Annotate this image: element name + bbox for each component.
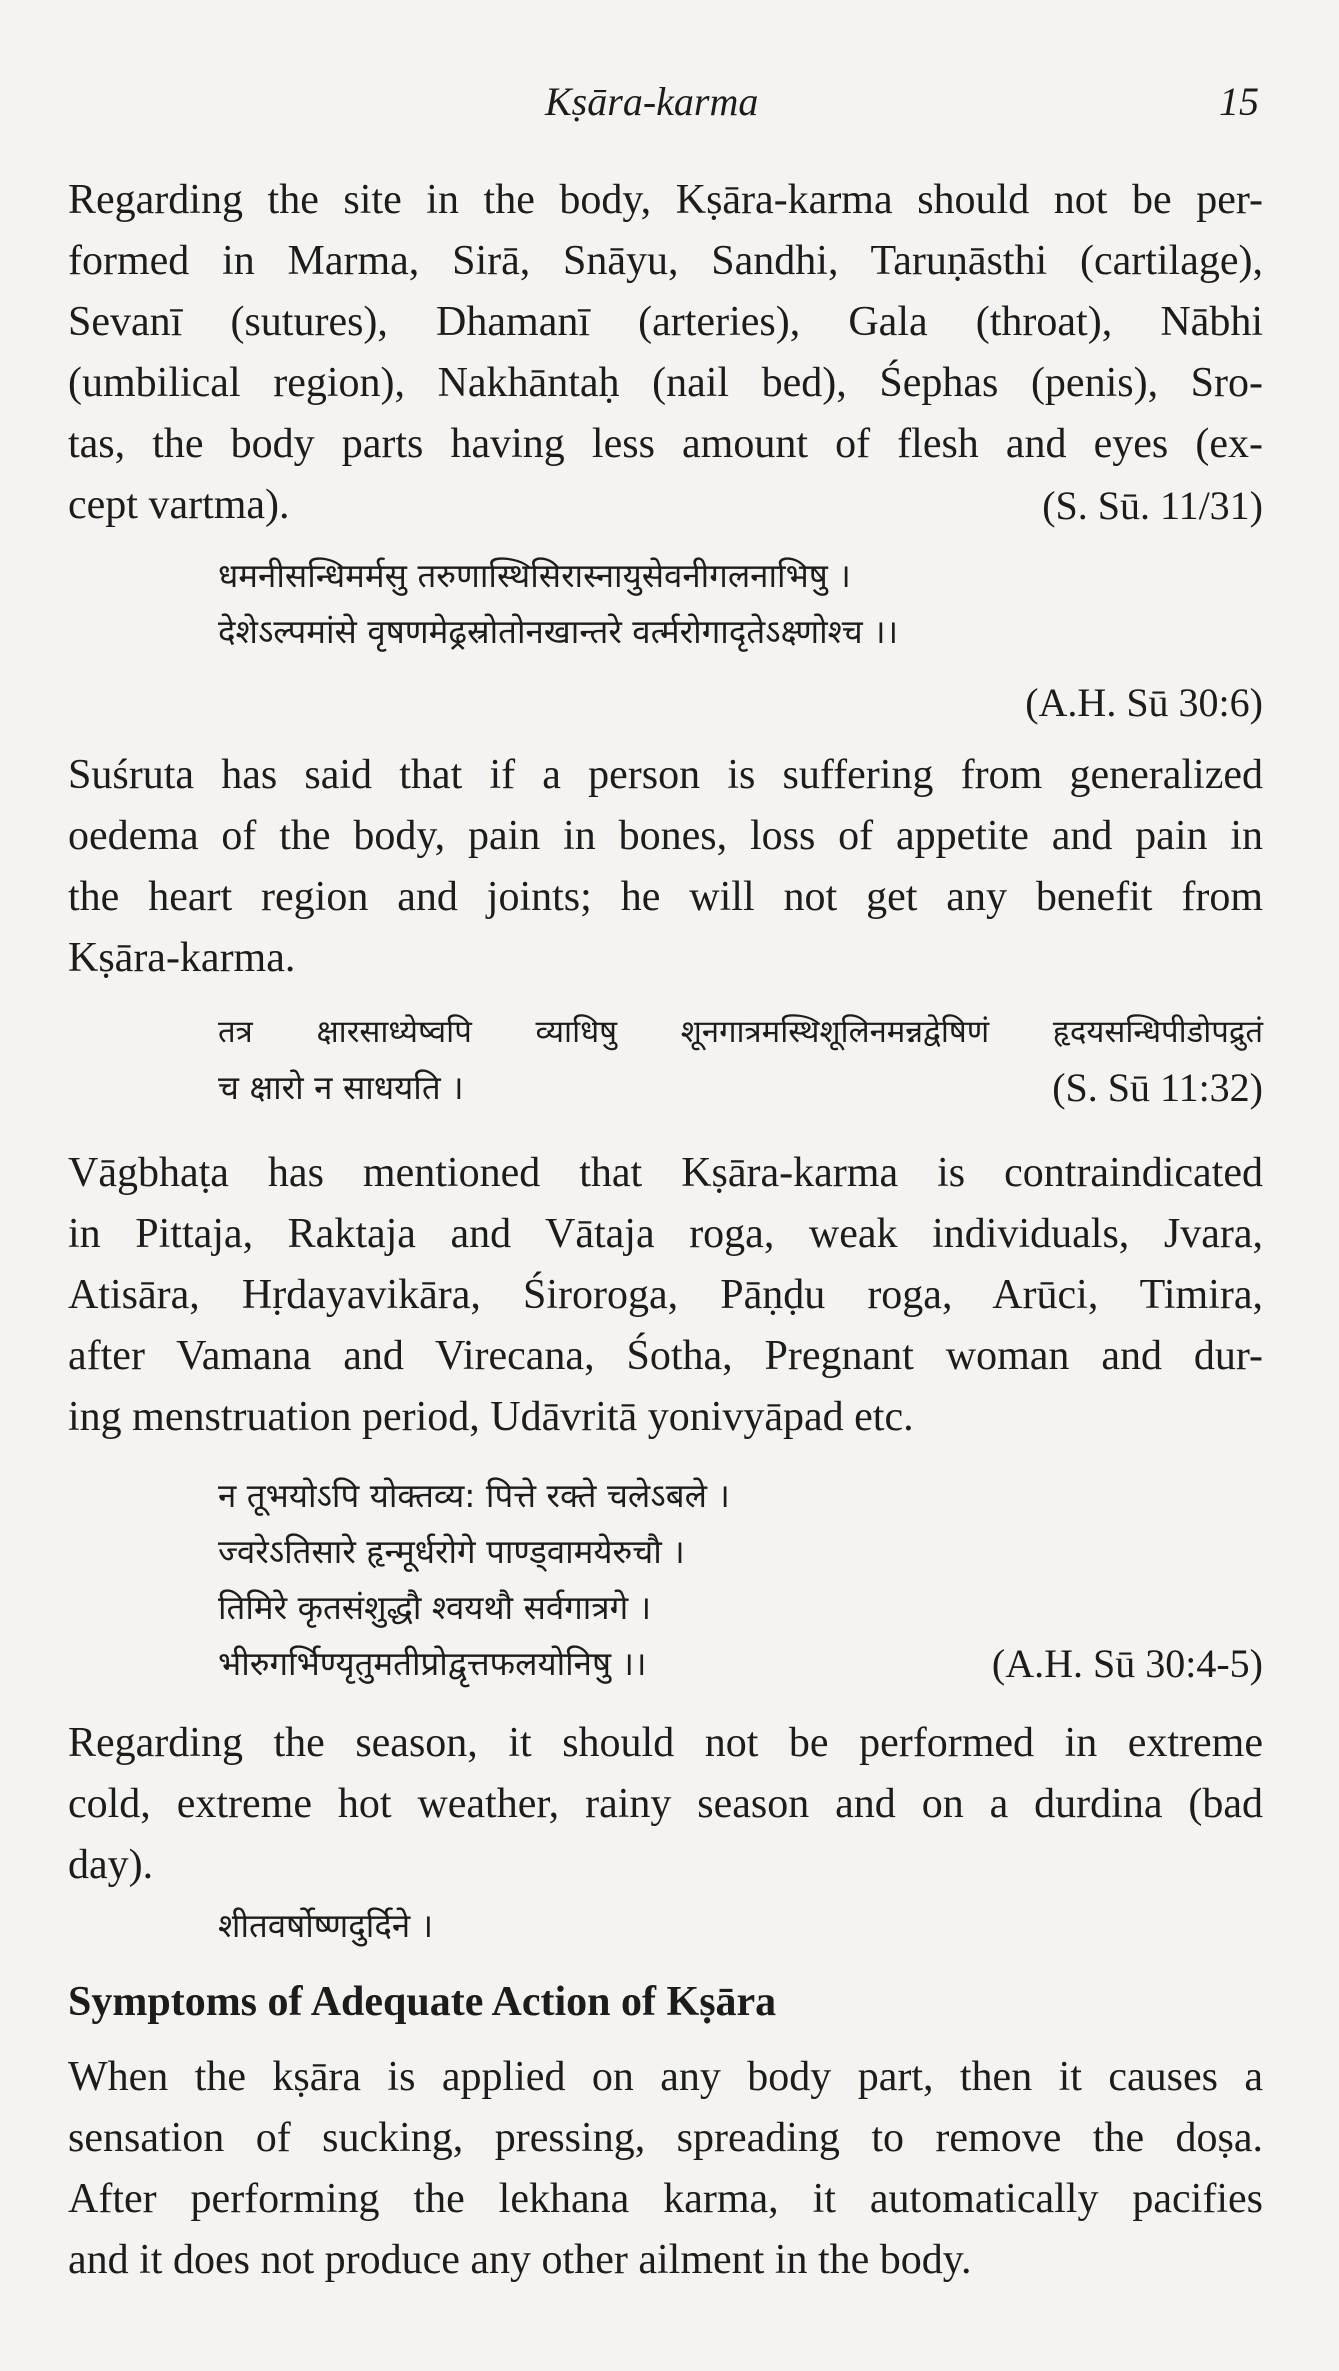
- paragraph-line: Vāgbhaṭa has mentioned that Kṣāra-karma is contraindicated: [68, 1150, 1263, 1196]
- citation-reference: (S. Sū 11:32): [1052, 1065, 1263, 1110]
- paragraph-season: [68, 1713, 1263, 1896]
- citation-reference: (S. Sū. 11/31): [1042, 483, 1263, 528]
- sanskrit-verse: [218, 1898, 1263, 1954]
- paragraph-line: tas, the body parts having less amount of flesh and eyes (ex-: [68, 421, 1263, 467]
- paragraph-line: Regarding the season, it should not be performed in extreme: [68, 1720, 1263, 1766]
- verse-line: देशेऽल्पमांसे वृषणमेढ्रस्रोतोनखान्तरे वर्त्मरोगादृतेऽक्ष्णोश्च ।।: [218, 612, 899, 651]
- paragraph-line: Suśruta has said that if a person is suffering from generalized: [68, 752, 1263, 798]
- paragraph-line: oedema of the body, pain in bones, loss of appetite and pain in: [68, 813, 1263, 859]
- verse-line: तत्र क्षारसाध्येष्वपि व्याधिषु शूनगात्रमस्थिशूलिनमन्नद्वेषिणं हृदयसन्धिपीडोपद्रुतं: [218, 1014, 1263, 1050]
- paragraph-line: after Vamana and Virecana, Śotha, Pregnant woman and dur-: [68, 1333, 1263, 1379]
- paragraph-line: day).: [68, 1842, 154, 1888]
- verse-line: ज्वरेऽतिसारे हृन्मूर्धरोगे पाण्ड्वामयेरुचौ ।: [218, 1532, 685, 1571]
- paragraph-line: and it does not produce any other ailment in the body.: [68, 2237, 972, 2283]
- paragraph-line-text: cept vartma).: [68, 482, 290, 528]
- citation-reference: (A.H. Sū 30:6): [1025, 680, 1263, 725]
- paragraph-line: (umbilical region), Nakhāntaḥ (nail bed), Śephas (penis), Sro-: [68, 360, 1263, 406]
- sanskrit-verse: [218, 1004, 1263, 1116]
- verse-line-text: च क्षारो न साधयति ।: [218, 1068, 464, 1107]
- paragraph-line: the heart region and joints; he will not get any benefit from: [68, 874, 1263, 920]
- paragraph-line: Kṣāra-karma.: [68, 935, 296, 981]
- sanskrit-verse: [218, 548, 1263, 660]
- verse-line: शीतवर्षोष्णदुर्दिने ।: [218, 1906, 434, 1945]
- paragraph-line: cold, extreme hot weather, rainy season and on a durdina (bad: [68, 1781, 1263, 1827]
- paragraph-susruta: [68, 745, 1263, 989]
- verse-line: धमनीसन्धिमर्मसु तरुणास्थिसिरास्नायुसेवनीगलनाभिषु ।: [218, 556, 851, 595]
- verse-line: [218, 1636, 1263, 1692]
- running-header: [0, 78, 1339, 128]
- paragraph-line: Sevanī (sutures), Dhamanī (arteries), Gala (throat), Nābhi: [68, 299, 1263, 345]
- verse-line-text: भीरुगर्भिण्यृतुमतीप्रोद्वृत्तफलयोनिषु ।।: [218, 1644, 647, 1683]
- verse-line: तिमिरे कृतसंशुद्धौ श्वयथौ सर्वगात्रगे ।: [218, 1588, 652, 1627]
- paragraph-line: When the kṣāra is applied on any body part, then it causes a: [68, 2054, 1263, 2100]
- paragraph-line: After performing the lekhana karma, it automatically pacifies: [68, 2176, 1263, 2222]
- citation-reference: (A.H. Sū 30:4-5): [991, 1641, 1263, 1686]
- paragraph-vagbhata: [68, 1143, 1263, 1448]
- paragraph-adequate-action: [68, 2047, 1263, 2291]
- paragraph-site-contraindications: [68, 170, 1263, 536]
- paragraph-line: in Pittaja, Raktaja and Vātaja roga, weak individuals, Jvara,: [68, 1211, 1263, 1257]
- section-heading: Symptoms of Adequate Action of Kṣāra: [68, 1979, 777, 2025]
- verse-line: [218, 1060, 1263, 1116]
- paragraph-line: ing menstruation period, Udāvritā yonivyāpad etc.: [68, 1394, 914, 1440]
- paragraph-line: [68, 475, 1263, 536]
- paragraph-line: Atisāra, Hṛdayavikāra, Śiroroga, Pāṇḍu roga, Arūci, Timira,: [68, 1272, 1263, 1318]
- paragraph-line: Regarding the site in the body, Kṣāra-karma should not be per-: [68, 177, 1263, 223]
- paragraph-line: formed in Marma, Sirā, Snāyu, Sandhi, Taruṇāsthi (cartilage),: [68, 238, 1263, 284]
- page-number: 15: [1219, 79, 1259, 124]
- sanskrit-verse: [218, 1468, 1263, 1692]
- paragraph-line: sensation of sucking, pressing, spreading to remove the doṣa.: [68, 2115, 1263, 2161]
- running-title: Kṣāra-karma: [545, 79, 759, 124]
- verse-line: न तूभयोऽपि योक्तव्य: पित्ते रक्ते चलेऽबले ।: [218, 1476, 730, 1515]
